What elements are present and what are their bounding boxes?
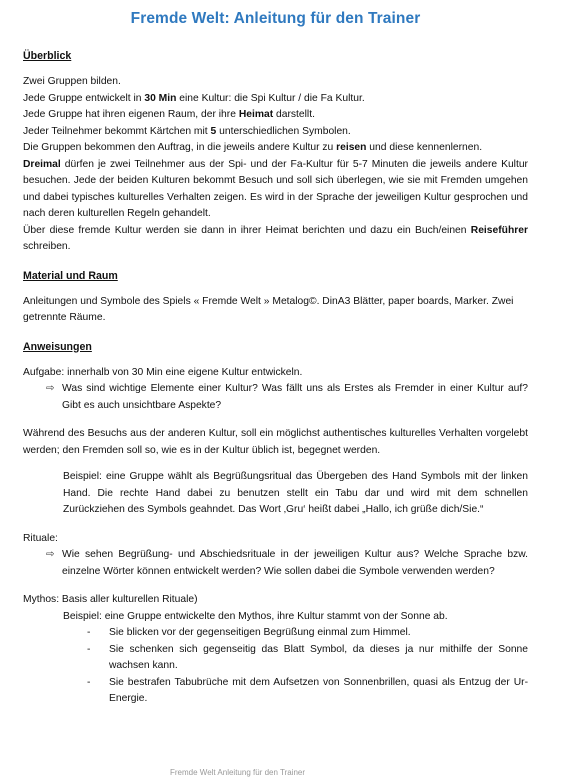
overview-paragraph: Über diese fremde Kultur werden sie dann in ihrer Heimat berichten und dazu ein Buch/einen Reiseführer schreiben.	[23, 224, 528, 252]
visit-text: Während des Besuchs aus der anderen Kultur, soll ein möglichst authentisches kulturelles Verhalten vorgelebt werden; den Fremden soll so, wie es in der Kultur üblich ist, begegnet werden.	[23, 428, 528, 456]
overview-paragraph: Dreimal dürfen je zwei Teilnehmer aus der Spi- und der Fa-Kultur für 5-7 Minuten die jeweils andere Kultur besuchen. Jede der beiden Kulturen bekommt Besuch und soll sich überlegen, wie sie mit Fremden umgehen und dabei typisches kulturelles Verhalten zeigen. Es wird in der Sprache der jeweiligen Kultur gesprochen und nach deren kulturellen Regeln gehandelt.	[23, 158, 528, 219]
instructions-heading: Anweisungen	[23, 340, 92, 353]
task-text: Aufgabe: innerhalb von 30 Min eine eigene Kultur entwickeln.	[23, 366, 303, 378]
overview-line: Jede Gruppe entwickelt in 30 Min eine Kultur: die Spi Kultur / die Fa Kultur.	[23, 92, 365, 104]
overview-line: Die Gruppen bekommen den Auftrag, in die jeweils andere Kultur zu reisen und diese kennenlernen.	[23, 142, 483, 153]
myth-dash-item: - Sie schenken sich gegenseitig das Blatt Symbol, da dieses ja nur mithilfe der Sonne wachsen kann.	[87, 642, 528, 675]
myth-dash-item: - Sie bestrafen Tabubrüche mit dem Aufsetzen von Sonnenbrillen, quasi als Entzug der Ur-Energie.	[87, 675, 528, 708]
document-page	[23, 10, 528, 722]
myth-label: Mythos: Basis aller kulturellen Rituale)	[23, 594, 198, 605]
overview-line: Jede Gruppe hat ihren eigenen Raum, der ihre Heimat darstellt.	[23, 109, 315, 120]
dash-bullet: -	[87, 627, 91, 638]
example-greeting: Beispiel: eine Gruppe wählt als Begrüßungsritual das Übergeben des Hand Symbols mit der linken Hand. Die rechte Hand dabei zu benutzen stellt ein Tabu dar und wird mit dem schnellen Zurückziehen des Symbols geahndet. Das Wort ‚Gru‘ heißt dabei „Hallo, ich grüße dich/Sie.“	[63, 471, 528, 515]
task-arrow-item: ⇨ Was sind wichtige Elemente einer Kultur? Was fällt uns als Erstes als Fremder in einer Kultur auf? Gibt es auch unsichtbare Aspekte?	[46, 381, 528, 414]
overview-heading: Überblick	[23, 50, 72, 62]
document-title: Fremde Welt: Anleitung für den Trainer	[130, 10, 421, 27]
arrow-right-icon: ⇨	[46, 549, 55, 560]
myth-dash-item: - Sie blicken vor der gegenseitigen Begrüßung einmal zum Himmel.	[87, 625, 528, 642]
dash-bullet: -	[87, 643, 91, 655]
overview-line: Zwei Gruppen bilden.	[23, 76, 121, 87]
material-text: Anleitungen und Symbole des Spiels « Fremde Welt » Metalog©. DinA3 Blätter, paper boards, Marker. Zwei getrennte Räume.	[23, 295, 514, 323]
overview-section	[23, 50, 528, 256]
example-myth: Beispiel: eine Gruppe entwickelte den Mythos, ihre Kultur stammt von der Sonne ab.	[63, 610, 448, 622]
material-section	[23, 270, 528, 327]
page-footer: Fremde Welt Anleitung für den Trainer	[170, 768, 306, 777]
dash-bullet: -	[87, 676, 91, 688]
instructions-section	[23, 341, 528, 708]
overview-line: Jeder Teilnehmer bekommt Kärtchen mit 5 unterschiedlichen Symbolen.	[23, 125, 351, 137]
material-heading: Material und Raum	[23, 269, 118, 282]
rituals-arrow-item: ⇨ Wie sehen Begrüßung- und Abschiedsrituale in der jeweiligen Kultur aus? Welche Sprache bzw. einzelne Wörter können entwickelt werden? Wie sollen dabei die Symbole verwenden werden?	[46, 547, 528, 580]
arrow-right-icon: ⇨	[46, 383, 55, 394]
rituals-label: Rituale:	[23, 532, 58, 544]
